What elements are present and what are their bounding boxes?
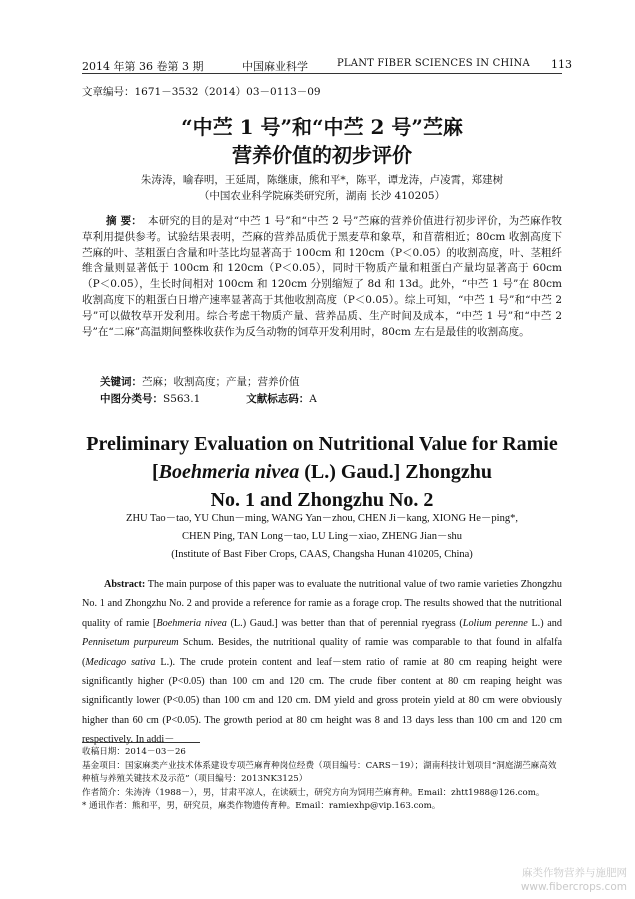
- keywords-text: 苎麻；收割高度；产量；营养价值: [142, 376, 300, 388]
- species-medicago: Medicago sativa: [85, 656, 156, 668]
- title-english-line3: No. 1 and Zhongzhu No. 2: [210, 489, 434, 511]
- abstract-chinese: [82, 214, 562, 340]
- title-english-line2: [Boehmeria nivea (L.) Gaud.] Zhongzhu: [151, 461, 493, 483]
- watermark-line1: 麻类作物营养与施肥网: [522, 867, 627, 879]
- abstract-english-text-1: The main purpose of this paper was to evaluate the nutritional value of two ramie varieties Zhongzhu No. 1 and Zhongzhu No. 2 and provide a reference for ramie as a forage crop. The results showed that the nutritional quality of ramie [: [82, 579, 562, 629]
- title-chinese-line2: 营养价值的初步评价: [232, 143, 412, 167]
- watermark-line2: www.fibercrops.com: [520, 881, 627, 893]
- footnote-fund: 基金项目：国家麻类产业技术体系建设专项苎麻育种岗位经费（项目编号：CARS－19）；湖南科技计划项目“洞庭湖苎麻高效种植与养殖关键技术及示范”（项目编号：2013NK3125）: [82, 760, 557, 784]
- abstract-english-text-3: L.) and: [527, 617, 562, 629]
- clc-label: 中图分类号：: [100, 393, 163, 405]
- journal-issue-info: 2014 年第 36 卷第 3 期: [82, 60, 204, 73]
- doc-code-value: A: [309, 393, 317, 405]
- header-divider: [82, 73, 562, 74]
- doc-code-label: 文献标志码：: [246, 393, 310, 405]
- article-number: 文章编号：1671－3532（2014）03－0113－09: [82, 86, 321, 98]
- title-english-line2-rest: (L.) Gaud.] Zhongzhu: [304, 461, 493, 483]
- species-boehmeria: Boehmeria nivea: [156, 617, 227, 629]
- journal-title-en: PLANT FIBER SCIENCES IN CHINA: [337, 58, 530, 69]
- affiliation-english: (Institute of Bast Fiber Crops, CAAS, Changsha Hunan 410205, China): [171, 549, 473, 560]
- abstract-english-text-4: Schum. Besides, the nutritional quality of ramie was comparable to that found in alfalfa (: [82, 637, 562, 668]
- footnote-received: 收稿日期：2014－03－26: [82, 747, 186, 757]
- affiliation-chinese: （中国农业科学院麻类研究所，湖南 长沙 410205）: [198, 190, 446, 202]
- authors-chinese: 朱涛涛，喻春明，王延周，陈继康，熊和平*，陈平，谭龙涛，卢凌霄，郑建树: [140, 174, 504, 186]
- footnote-author: 作者简介：朱涛涛（1988－），男，甘肃平凉人，在读硕士，研究方向为饲用苎麻育种。Email：zhtt1988@126.com。: [82, 787, 545, 798]
- title-english-line1: Preliminary Evaluation on Nutritional Value for Ramie: [86, 433, 558, 455]
- keywords-row: [82, 374, 562, 389]
- authors-english-line1: ZHU Tao－tao, YU Chun－ming, WANG Yan－zhou, CHEN Ji－kang, XIONG He－ping*,: [126, 513, 518, 524]
- journal-title-cn: 中国麻业科学: [242, 60, 308, 73]
- footnotes: [82, 746, 562, 814]
- abstract-english-text-5: L.). The crude protein content and leaf－stem ratio of ramie at 80 cm reaping height were significantly higher (P<0.05) than 100 cm and 120 cm. The crude fiber content at 80 cm reaping height was significantly lower (P<0.05) than 100 cm and 120 cm. DM yield and gross protein yield at 80 cm were obviously higher than 60 cm (P<0.05). The growth period at 80 cm height was 8 and 13 days less than 100 cm and 120 cm respectively. In addi－: [82, 656, 562, 746]
- authors-english: [82, 510, 562, 564]
- title-english-species: Boehmeria nivea: [158, 461, 300, 483]
- abstract-english-label: Abstract:: [104, 579, 146, 590]
- footnote-divider: [82, 742, 200, 743]
- title-chinese-line1: “中苎 1 号”和“中苎 2 号”苎麻: [181, 115, 463, 139]
- clc-value: S563.1: [163, 393, 201, 405]
- species-pennisetum: Pennisetum purpureum: [82, 637, 179, 649]
- abstract-english: [82, 575, 562, 750]
- keywords-label: 关键词：: [100, 376, 142, 388]
- abstract-chinese-label: 摘 要：: [106, 215, 143, 227]
- footnote-corresponding: * 通讯作者：熊和平，男，研究员，麻类作物遗传育种。Email：ramiexhp@vip.163.com。: [82, 801, 441, 811]
- title-chinese: [82, 113, 562, 169]
- abstract-english-text-2: (L.) Gaud.] was better than that of perennial ryegrass (: [226, 617, 463, 629]
- title-english: [82, 430, 562, 514]
- page-number: 113: [551, 58, 572, 71]
- classification-row: [82, 391, 562, 406]
- species-lolium: Lolium perenne: [462, 617, 528, 629]
- abstract-chinese-text: 本研究的目的是对“中苎 1 号”和“中苎 2 号”苎麻的营养价值进行初步评价，为苎麻作牧草利用提供参考。试验结果表明，苎麻的营养品质优于黑麦草和象草，和苜蓿相近；80cm 收割高度下苎麻的叶、茎粗蛋白含量和叶茎比均显著高于 100cm 和 120cm（P＜0.05）的收割高度，叶、茎粗纤维含量则显著低于 100cm 和 120cm（P＜0.05），同时干物质产量和粗蛋白产量均显著高于 60cm（P＜0.05），生长时间相对 100cm 和 120cm 分别缩短了 8d 和 13d。此外，“中苎 1 号”在 80cm 收割高度下的粗蛋白日增产速率显著高于其他收割高度（P＜0.05）。综上可知，“中苎 1 号”和“中苎 2 号”可以做牧草开发利用。综合考虑干物质产量、营养品质、生产时间及成本，“中苎 1 号”和“中苎 2 号”在“二麻”高温期间整株收获作为反刍动物的饲草开发利用时，80cm 左右是最佳的收割高度。: [82, 215, 562, 338]
- authors-english-line2: CHEN Ping, TAN Long－tao, LU Ling－xiao, ZHENG Jian－shu: [181, 531, 463, 542]
